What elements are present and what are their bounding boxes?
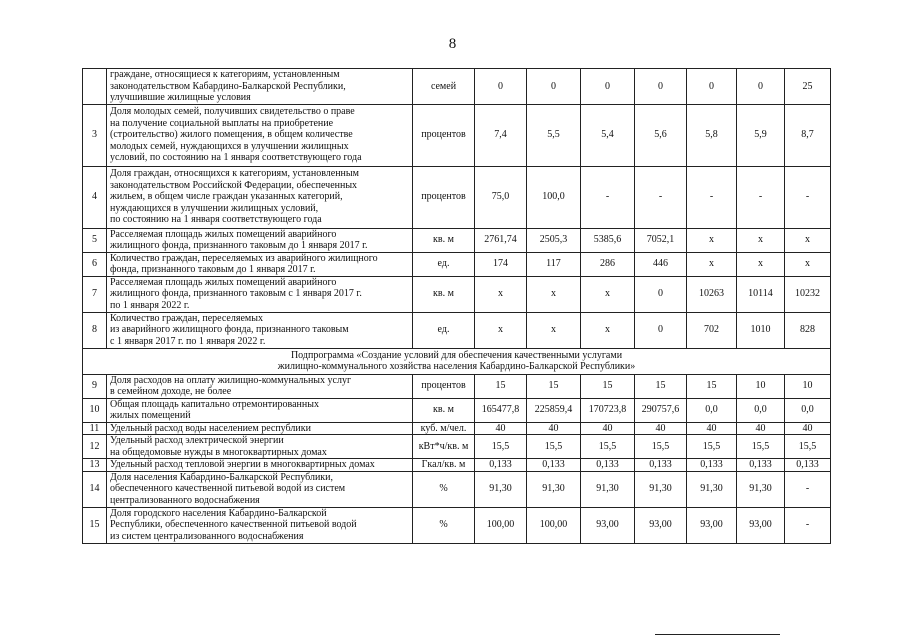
year-value: - [737,166,785,228]
unit-of-measure: куб. м/чел. [413,422,475,435]
year-value: 40 [581,422,635,435]
year-value: x [687,252,737,276]
indicator-name: граждане, относящиеся к категориям, установленным законодательством Кабардино-Балкарской Республики, улучшившие жилищные условия [107,69,413,105]
unit-of-measure: Гкал/кв. м [413,459,475,472]
year-value: 15 [527,374,581,398]
unit-of-measure: семей [413,69,475,105]
year-value: 0 [635,69,687,105]
unit-of-measure: кв. м [413,398,475,422]
indicators-table [82,68,831,544]
year-value: x [785,228,831,252]
year-value: 91,30 [475,471,527,507]
unit-of-measure: % [413,471,475,507]
indicator-name: Расселяемая площадь жилых помещений аварийного жилищного фонда, признанного таковым с 1 января 2017 г. по 1 января 2022 г. [107,276,413,312]
table-row [83,166,831,228]
table-row [83,398,831,422]
year-value: 93,00 [635,507,687,543]
year-value: 0,133 [635,459,687,472]
year-value: 25 [785,69,831,105]
year-value: x [475,312,527,348]
unit-of-measure: кв. м [413,276,475,312]
table-row [83,471,831,507]
row-number: 4 [83,166,107,228]
year-value: 0,133 [475,459,527,472]
year-value: x [527,312,581,348]
year-value: 15,5 [785,435,831,459]
indicator-name: Количество граждан, переселяемых из аварийного жилищного фонда, признанного таковым до 1 января 2017 г. [107,252,413,276]
year-value: 8,7 [785,104,831,166]
table-row [83,69,831,105]
year-value: - [687,166,737,228]
row-number: 8 [83,312,107,348]
year-value: x [737,228,785,252]
year-value: 15,5 [527,435,581,459]
year-value: 0,133 [581,459,635,472]
year-value: - [581,166,635,228]
year-value: 1010 [737,312,785,348]
year-value: 10 [785,374,831,398]
year-value: 93,00 [581,507,635,543]
year-value: 5,6 [635,104,687,166]
row-number: 7 [83,276,107,312]
year-value: 286 [581,252,635,276]
year-value: 174 [475,252,527,276]
unit-of-measure: % [413,507,475,543]
year-value: 702 [687,312,737,348]
subprogram-title: Подпрограмма «Создание условий для обеспечения качественными услугами жилищно-коммунального хозяйства населения Кабардино-Балкарской Республики» [83,348,831,374]
row-number: 13 [83,459,107,472]
year-value: 15,5 [687,435,737,459]
year-value: x [737,252,785,276]
year-value: x [687,228,737,252]
page-number: 8 [448,36,457,52]
year-value: 10114 [737,276,785,312]
year-value: 91,30 [737,471,785,507]
unit-of-measure: процентов [413,166,475,228]
year-value: 15,5 [635,435,687,459]
unit-of-measure: кв. м [413,228,475,252]
year-value: 40 [527,422,581,435]
table-row [83,104,831,166]
row-number [83,69,107,105]
year-value: 225859,4 [527,398,581,422]
unit-of-measure: ед. [413,312,475,348]
table-row [83,252,831,276]
indicator-name: Доля населения Кабардино-Балкарской Республики, обеспеченного качественной питьевой водой из систем централизованного водоснабжения [107,471,413,507]
year-value: 15,5 [737,435,785,459]
table-row [83,312,831,348]
indicator-name: Количество граждан, переселяемых из аварийного жилищного фонда, признанного таковым с 1 января 2017 г. по 1 января 2022 г. [107,312,413,348]
year-value: 0 [635,312,687,348]
year-value: 446 [635,252,687,276]
row-number: 5 [83,228,107,252]
year-value: 40 [475,422,527,435]
subprogram-row [83,348,831,374]
year-value: 165477,8 [475,398,527,422]
year-value: 7052,1 [635,228,687,252]
year-value: 10 [737,374,785,398]
row-number: 6 [83,252,107,276]
year-value: 0,133 [527,459,581,472]
table-row [83,228,831,252]
year-value: 40 [785,422,831,435]
year-value: 91,30 [635,471,687,507]
indicator-name: Удельный расход тепловой энергии в многоквартирных домах [107,459,413,472]
year-value: 5,8 [687,104,737,166]
year-value: 15,5 [475,435,527,459]
year-value: 100,00 [475,507,527,543]
year-value: 75,0 [475,166,527,228]
table-row [83,459,831,472]
row-number: 3 [83,104,107,166]
unit-of-measure: ед. [413,252,475,276]
row-number: 14 [83,471,107,507]
year-value: 100,0 [527,166,581,228]
indicator-name: Общая площадь капитально отремонтированных жилых помещений [107,398,413,422]
year-value: x [581,276,635,312]
year-value: 0,0 [687,398,737,422]
year-value: 10232 [785,276,831,312]
year-value: x [581,312,635,348]
year-value: 15 [475,374,527,398]
table-row [83,276,831,312]
year-value: 5385,6 [581,228,635,252]
row-number: 12 [83,435,107,459]
year-value: 2505,3 [527,228,581,252]
row-number: 9 [83,374,107,398]
year-value: 5,9 [737,104,785,166]
year-value: x [785,252,831,276]
year-value: 0 [581,69,635,105]
indicator-name: Доля граждан, относящихся к категориям, установленным законодательством Российской Федерации, обеспеченных жильем, в общем числе граждан указанных категорий, нуждающихся в улучшении жилищных условий, по состоянию на 1 января соответствующего года [107,166,413,228]
indicator-name: Доля городского населения Кабардино-Балкарской Республики, обеспеченного качественной питьевой водой из систем централизованного водоснабжения [107,507,413,543]
year-value: 0 [475,69,527,105]
year-value: 91,30 [687,471,737,507]
year-value: 0,133 [737,459,785,472]
year-value: x [475,276,527,312]
year-value: 91,30 [581,471,635,507]
year-value: 40 [687,422,737,435]
year-value: 0,133 [687,459,737,472]
year-value: 170723,8 [581,398,635,422]
indicator-name: Доля молодых семей, получивших свидетельство о праве на получение социальной выплаты на приобретение (строительство) жилого помещения, в общем количестве молодых семей, нуждающихся в улучшении жилищных условий, по состоянию на 1 января соответствующего года [107,104,413,166]
year-value: - [785,507,831,543]
unit-of-measure: процентов [413,374,475,398]
year-value: 0 [737,69,785,105]
footer-line [655,634,780,635]
year-value: 5,5 [527,104,581,166]
year-value: 40 [737,422,785,435]
year-value: 828 [785,312,831,348]
year-value: 7,4 [475,104,527,166]
indicator-name: Доля расходов на оплату жилищно-коммунальных услуг в семейном доходе, не более [107,374,413,398]
year-value: 0,133 [785,459,831,472]
year-value: 0,0 [785,398,831,422]
year-value: 100,00 [527,507,581,543]
table-row [83,435,831,459]
indicator-name: Расселяемая площадь жилых помещений аварийного жилищного фонда, признанного таковым до 1 января 2017 г. [107,228,413,252]
year-value: 5,4 [581,104,635,166]
indicator-name: Удельный расход воды населением республики [107,422,413,435]
table-row [83,507,831,543]
year-value: 91,30 [527,471,581,507]
year-value: - [785,471,831,507]
year-value: 15 [581,374,635,398]
year-value: 93,00 [687,507,737,543]
year-value: 40 [635,422,687,435]
year-value: 290757,6 [635,398,687,422]
row-number: 11 [83,422,107,435]
year-value: x [527,276,581,312]
table-row [83,374,831,398]
year-value: - [635,166,687,228]
row-number: 10 [83,398,107,422]
year-value: 0 [635,276,687,312]
indicator-name: Удельный расход электрической энергии на общедомовые нужды в многоквартирных домах [107,435,413,459]
year-value: 15,5 [581,435,635,459]
year-value: 15 [635,374,687,398]
year-value: 117 [527,252,581,276]
unit-of-measure: кВт*ч/кв. м [413,435,475,459]
year-value: 0,0 [737,398,785,422]
table-row [83,422,831,435]
year-value: 0 [687,69,737,105]
year-value: - [785,166,831,228]
year-value: 10263 [687,276,737,312]
year-value: 0 [527,69,581,105]
year-value: 2761,74 [475,228,527,252]
year-value: 15 [687,374,737,398]
unit-of-measure: процентов [413,104,475,166]
row-number: 15 [83,507,107,543]
year-value: 93,00 [737,507,785,543]
